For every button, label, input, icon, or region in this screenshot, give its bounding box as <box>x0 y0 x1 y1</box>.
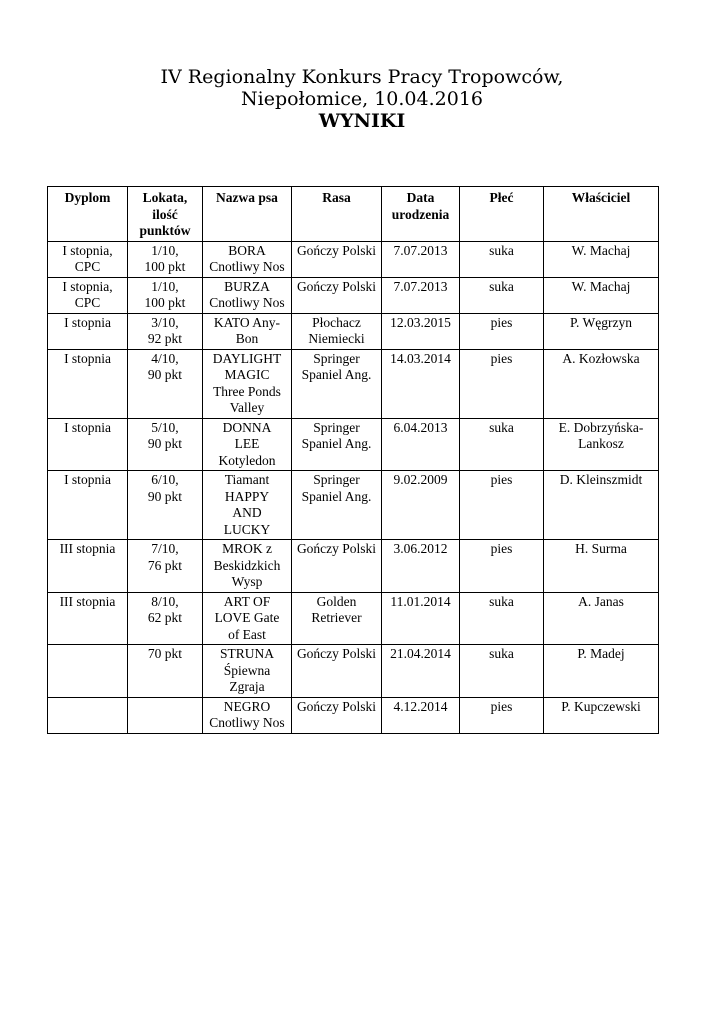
cell-rasa <box>292 418 382 471</box>
cell-text: I stopnia <box>64 350 111 366</box>
cell-text: I stopnia <box>64 472 111 487</box>
results-table-body <box>48 241 659 733</box>
cell-text: Gończy Polski <box>296 541 377 556</box>
cell-text: DAYLIGHT <box>212 350 282 366</box>
cell-text: Gończy Polski <box>296 646 377 661</box>
cell-text: 5/10, <box>151 419 179 435</box>
cell-text: Płochacz <box>312 314 361 330</box>
cell-plec <box>460 313 544 349</box>
cell-text: 3/10, <box>151 314 179 330</box>
cell-text: W. Machaj <box>571 278 631 294</box>
cell-rasa <box>292 592 382 645</box>
cell-text: 11.01.2014 <box>390 593 451 609</box>
cell-text: Gończy Polski <box>296 698 377 714</box>
header-wlasciciel: Właściciel <box>544 187 659 242</box>
cell-nazwa-psa <box>203 592 292 645</box>
cell-rasa <box>292 697 382 733</box>
cell-text: 12.03.2015 <box>390 314 451 330</box>
cell-lokata <box>128 471 203 540</box>
cell-text: suka <box>489 242 514 258</box>
cell-nazwa-psa <box>203 418 292 471</box>
cell-wlasciciel <box>544 277 659 313</box>
cell-text: Śpiewna <box>223 662 271 678</box>
cell-text: 6.04.2013 <box>393 419 448 435</box>
cell-dyplom <box>48 645 128 698</box>
cell-text: 6/10, <box>151 472 179 487</box>
cell-lokata <box>128 277 203 313</box>
cell-text: 76 pkt <box>147 557 183 573</box>
cell-plec <box>460 471 544 540</box>
cell-text: A. Kozłowska <box>562 350 640 366</box>
table-row <box>48 540 659 593</box>
cell-text: LOVE Gate <box>214 610 280 625</box>
cell-text: 3.06.2012 <box>393 541 448 556</box>
cell-text: Cnotliwy Nos <box>209 295 285 310</box>
cell-text: Spaniel Ang. <box>301 436 372 451</box>
cell-text: 4.12.2014 <box>393 698 448 714</box>
header-rasa: Rasa <box>292 187 382 242</box>
cell-text: 7.07.2013 <box>393 278 448 294</box>
cell-text: 70 pkt <box>147 646 183 661</box>
cell-text: suka <box>489 646 514 661</box>
cell-text: Tiamant <box>224 472 270 487</box>
cell-rasa <box>292 471 382 540</box>
cell-plec <box>460 697 544 733</box>
table-row <box>48 349 659 418</box>
table-row <box>48 418 659 471</box>
cell-plec <box>460 645 544 698</box>
cell-text: D. Kleinszmidt <box>559 472 643 487</box>
cell-text: Springer <box>313 419 360 435</box>
cell-nazwa-psa <box>203 471 292 540</box>
cell-data-urodzenia <box>382 592 460 645</box>
cell-text: 7/10, <box>151 541 179 556</box>
cell-wlasciciel <box>544 349 659 418</box>
cell-text: HAPPY <box>224 488 270 504</box>
cell-text: 90 pkt <box>147 436 183 451</box>
cell-text: P. Kupczewski <box>561 698 641 714</box>
cell-text: 1/10, <box>151 278 179 294</box>
cell-text: E. Dobrzyńska- <box>558 419 644 435</box>
document-title <box>0 66 724 132</box>
cell-text: DONNA <box>222 419 272 435</box>
cell-text: 7.07.2013 <box>393 242 448 258</box>
cell-data-urodzenia <box>382 540 460 593</box>
cell-text: 90 pkt <box>147 488 183 504</box>
cell-text: Gończy Polski <box>296 242 377 258</box>
cell-text: 62 pkt <box>147 610 183 625</box>
cell-data-urodzenia <box>382 418 460 471</box>
header-lokata: Lokata, ilość punktów <box>128 187 203 242</box>
cell-text: Gończy Polski <box>296 278 377 294</box>
table-row <box>48 697 659 733</box>
cell-text: 9.02.2009 <box>393 472 448 487</box>
cell-text: Zgraja <box>229 679 265 694</box>
cell-plec <box>460 418 544 471</box>
cell-dyplom <box>48 697 128 733</box>
cell-text: BORA <box>228 242 266 258</box>
cell-plec <box>460 349 544 418</box>
cell-data-urodzenia <box>382 645 460 698</box>
cell-lokata <box>128 592 203 645</box>
cell-text: 90 pkt <box>147 367 183 382</box>
cell-dyplom <box>48 313 128 349</box>
cell-text: III stopnia <box>59 541 116 556</box>
cell-rasa <box>292 349 382 418</box>
cell-plec <box>460 277 544 313</box>
table-header-row <box>48 187 659 242</box>
cell-text: NEGRO <box>223 698 271 714</box>
cell-dyplom <box>48 471 128 540</box>
cell-wlasciciel <box>544 313 659 349</box>
table-row <box>48 313 659 349</box>
cell-text: 4/10, <box>151 350 179 366</box>
results-table <box>47 186 659 734</box>
cell-wlasciciel <box>544 418 659 471</box>
cell-data-urodzenia <box>382 471 460 540</box>
cell-text: pies <box>490 698 513 714</box>
header-nazwa-psa: Nazwa psa <box>203 187 292 242</box>
cell-text: AND <box>232 505 262 520</box>
cell-text: pies <box>490 350 513 366</box>
cell-text: 92 pkt <box>147 331 183 346</box>
cell-text: suka <box>489 593 514 609</box>
cell-nazwa-psa <box>203 349 292 418</box>
cell-wlasciciel <box>544 645 659 698</box>
cell-plec <box>460 592 544 645</box>
cell-text: Cnotliwy Nos <box>209 259 285 274</box>
cell-text: LEE <box>234 436 260 451</box>
cell-text: Retriever <box>311 610 362 625</box>
cell-text: Kotyledon <box>218 452 276 468</box>
cell-text: Cnotliwy Nos <box>209 715 285 730</box>
cell-data-urodzenia <box>382 277 460 313</box>
cell-rasa <box>292 645 382 698</box>
cell-data-urodzenia <box>382 313 460 349</box>
cell-text: Beskidzkich <box>213 557 281 573</box>
cell-text: Springer <box>313 472 360 487</box>
cell-text: KATO Any- <box>213 314 281 330</box>
cell-wlasciciel <box>544 471 659 540</box>
cell-text: Springer <box>313 350 360 366</box>
cell-text: suka <box>489 419 514 435</box>
cell-rasa <box>292 241 382 277</box>
table-row <box>48 471 659 540</box>
cell-data-urodzenia <box>382 697 460 733</box>
cell-text: suka <box>489 278 514 294</box>
cell-text: 100 pkt <box>144 259 186 274</box>
cell-lokata <box>128 697 203 733</box>
cell-lokata <box>128 241 203 277</box>
cell-text: MAGIC <box>224 367 270 382</box>
cell-dyplom <box>48 349 128 418</box>
cell-text: Spaniel Ang. <box>301 367 372 382</box>
cell-text: 1/10, <box>151 242 179 258</box>
cell-nazwa-psa <box>203 645 292 698</box>
cell-dyplom <box>48 540 128 593</box>
table-row <box>48 592 659 645</box>
cell-text: P. Madej <box>577 646 625 661</box>
cell-text: pies <box>490 541 513 556</box>
cell-nazwa-psa <box>203 697 292 733</box>
cell-text: Spaniel Ang. <box>301 488 372 504</box>
cell-wlasciciel <box>544 540 659 593</box>
cell-nazwa-psa <box>203 277 292 313</box>
cell-text: pies <box>490 472 513 487</box>
cell-text: Bon <box>235 331 259 346</box>
cell-wlasciciel <box>544 241 659 277</box>
table-row <box>48 277 659 313</box>
cell-text: Golden <box>316 593 357 609</box>
title-line-1: IV Regionalny Konkurs Pracy Tropowców, <box>160 66 564 88</box>
cell-text: 8/10, <box>151 593 179 609</box>
cell-dyplom <box>48 592 128 645</box>
cell-plec <box>460 540 544 593</box>
cell-text: MROK z <box>222 541 272 556</box>
cell-lokata <box>128 313 203 349</box>
cell-wlasciciel <box>544 697 659 733</box>
cell-text: Niemiecki <box>308 331 365 346</box>
cell-rasa <box>292 277 382 313</box>
cell-plec <box>460 241 544 277</box>
cell-nazwa-psa <box>203 241 292 277</box>
cell-text: A. Janas <box>578 593 624 609</box>
cell-text: III stopnia <box>59 593 116 609</box>
cell-text: I stopnia <box>64 419 111 435</box>
cell-text: CPC <box>74 259 101 274</box>
cell-dyplom <box>48 277 128 313</box>
cell-text: P. Węgrzyn <box>570 314 632 330</box>
table-row <box>48 241 659 277</box>
cell-lokata <box>128 540 203 593</box>
cell-text: STRUNA <box>219 646 274 661</box>
table-row <box>48 645 659 698</box>
cell-wlasciciel <box>544 592 659 645</box>
title-line-2: Niepołomice, 10.04.2016 <box>241 88 483 110</box>
cell-lokata <box>128 418 203 471</box>
cell-rasa <box>292 540 382 593</box>
cell-rasa <box>292 313 382 349</box>
cell-nazwa-psa <box>203 540 292 593</box>
title-line-3: WYNIKI <box>318 110 406 132</box>
cell-text: Lankosz <box>578 436 624 451</box>
cell-text: ART OF <box>223 593 271 609</box>
cell-dyplom <box>48 418 128 471</box>
header-dyplom: Dyplom <box>48 187 128 242</box>
cell-text: W. Machaj <box>571 242 631 258</box>
cell-text: 100 pkt <box>144 295 186 310</box>
cell-text: CPC <box>74 295 101 310</box>
cell-text: BURZA <box>224 278 270 294</box>
cell-text: 14.03.2014 <box>390 350 451 366</box>
cell-lokata <box>128 645 203 698</box>
cell-text: Valley <box>229 400 265 415</box>
header-plec: Płeć <box>460 187 544 242</box>
cell-text: 21.04.2014 <box>390 646 451 661</box>
header-data-urodzenia: Data urodzenia <box>382 187 460 242</box>
cell-text: I stopnia, <box>62 278 113 294</box>
cell-text: I stopnia, <box>62 242 113 258</box>
cell-text: Three Ponds <box>213 383 281 399</box>
cell-data-urodzenia <box>382 241 460 277</box>
cell-text: I stopnia <box>64 314 111 330</box>
cell-data-urodzenia <box>382 349 460 418</box>
cell-text: Wysp <box>231 574 263 589</box>
cell-nazwa-psa <box>203 313 292 349</box>
cell-text: of East <box>228 626 266 642</box>
cell-text: pies <box>490 314 513 330</box>
cell-lokata <box>128 349 203 418</box>
cell-text: H. Surma <box>575 541 627 556</box>
cell-text: LUCKY <box>223 521 271 537</box>
cell-dyplom <box>48 241 128 277</box>
